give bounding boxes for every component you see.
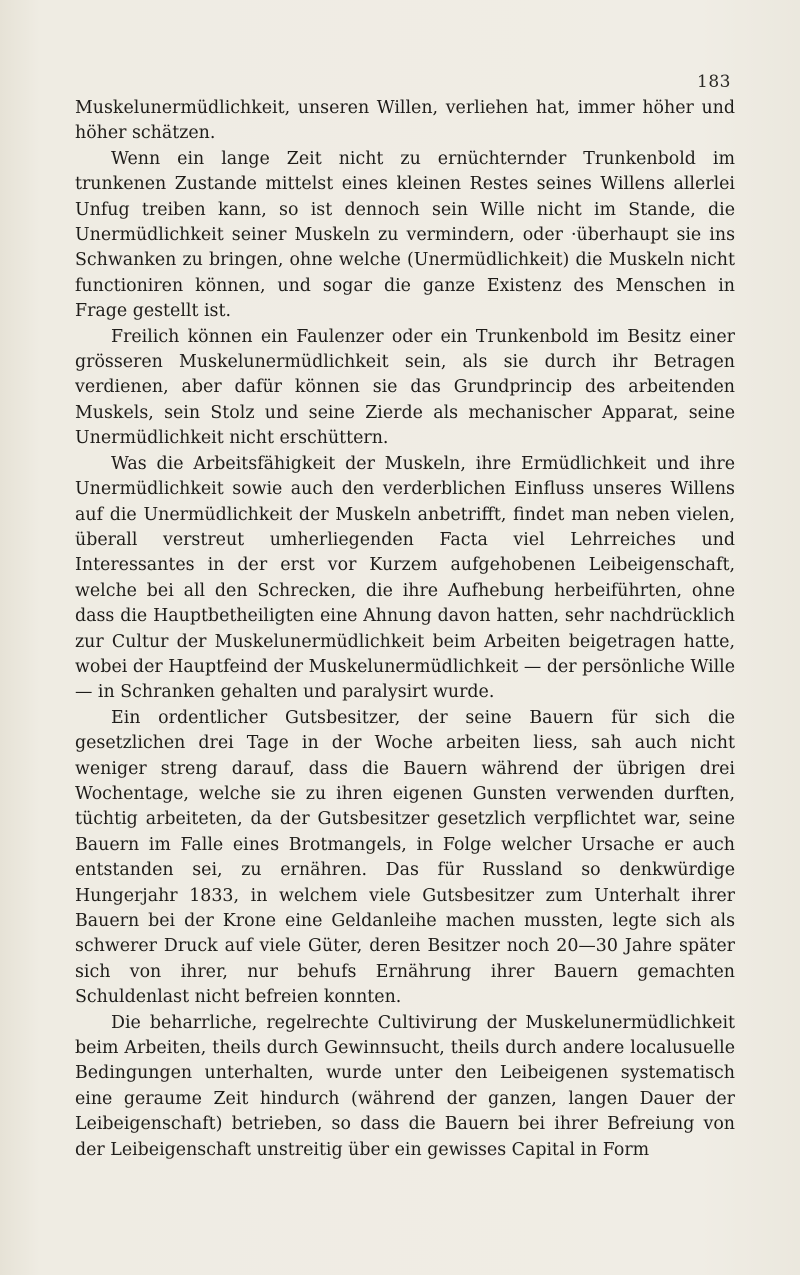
paragraph: Freilich können ein Faulenzer oder ein Trunkenbold im Besitz einer grösseren Muskelunermüdlichkeit sein, als sie durch ihr Betragen verdienen, aber dafür können sie das Grundprincip des arbeitenden Muskels, sein Stolz und seine Zierde als mechanischer Apparat, seine Unermüdlichkeit nicht erschüttern. xyxy=(75,326,735,449)
paragraph: Was die Arbeitsfähigkeit der Muskeln, ihre Ermüdlichkeit und ihre Unermüdlichkeit sowie auch den verderblichen Einfluss unseres Willens auf die Unermüdlichkeit der Muskeln anbetrifft, findet man neben vielen, überall verstreut umherliegenden Facta viel Lehrreiches und Interessantes in der erst vor Kurzem aufgehobenen Leibeigenschaft, welche bei all den Schrecken, die ihre Aufhebung herbeiführten, ohne dass die Hauptbetheiligten eine Ahnung davon hatten, sehr nachdrücklich zur Cultur der Muskelunermüdlichkeit beim Arbeiten beigetragen hatte, wobei der Hauptfeind der Muskelunermüdlichkeit — der persönliche Wille — in Schranken gehalten und paralysirt wurde. xyxy=(75,453,735,703)
paragraph: Ein ordentlicher Gutsbesitzer, der seine Bauern für sich die gesetzlichen drei Tage in der Woche arbeiten liess, sah auch nicht weniger streng darauf, dass die Bauern während der übrigen drei Wochentage, welche sie zu ihren eigenen Gunsten verwenden durften, tüchtig arbeiteten, da der Gutsbesitzer gesetzlich verpflichtet war, seine Bauern im Falle eines Brotmangels, in Folge welcher Ursache er auch entstanden sei, zu ernähren. Das für Russland so denkwürdige Hungerjahr 1833, in welchem viele Gutsbesitzer zum Unterhalt ihrer Bauern bei der Krone eine Geldanleihe machen mussten, legte sich als schwerer Druck auf viele Güter, deren Besitzer noch 20—30 Jahre später sich von ihrer, nur behufs Ernährung ihrer Bauern gemachten Schuldenlast nicht befreien konnten. xyxy=(75,707,735,1008)
paragraph: Wenn ein lange Zeit nicht zu ernüchternder Trunkenbold im trunkenen Zustande mittelst eines kleinen Restes seines Willens allerlei Unfug treiben kann, so ist dennoch sein Wille nicht im Stande, die Unermüdlichkeit seiner Muskeln zu vermindern, oder ·überhaupt sie ins Schwanken zu bringen, ohne welche (Unermüdlichkeit) die Muskeln nicht functioniren können, und sogar die ganze Existenz des Menschen in Frage gestellt ist. xyxy=(75,148,735,322)
paragraph: Muskelunermüdlichkeit, unseren Willen, verliehen hat, immer höher und höher schätzen. xyxy=(75,98,735,144)
body-text xyxy=(75,96,735,1163)
paragraph: Die beharrliche, regelrechte Cultivirung der Muskelunermüdlichkeit beim Arbeiten, theils durch Gewinnsucht, theils durch andere localusuelle Bedingungen unterhalten, wurde unter den Leibeigenen systematisch eine geraume Zeit hindurch (während der ganzen, langen Dauer der Leibeigenschaft) betrieben, so dass die Bauern bei ihrer Befreiung von der Leibeigenschaft unstreitig über ein gewisses Capital in Form xyxy=(75,1012,735,1160)
page-number: 183 xyxy=(697,72,731,92)
